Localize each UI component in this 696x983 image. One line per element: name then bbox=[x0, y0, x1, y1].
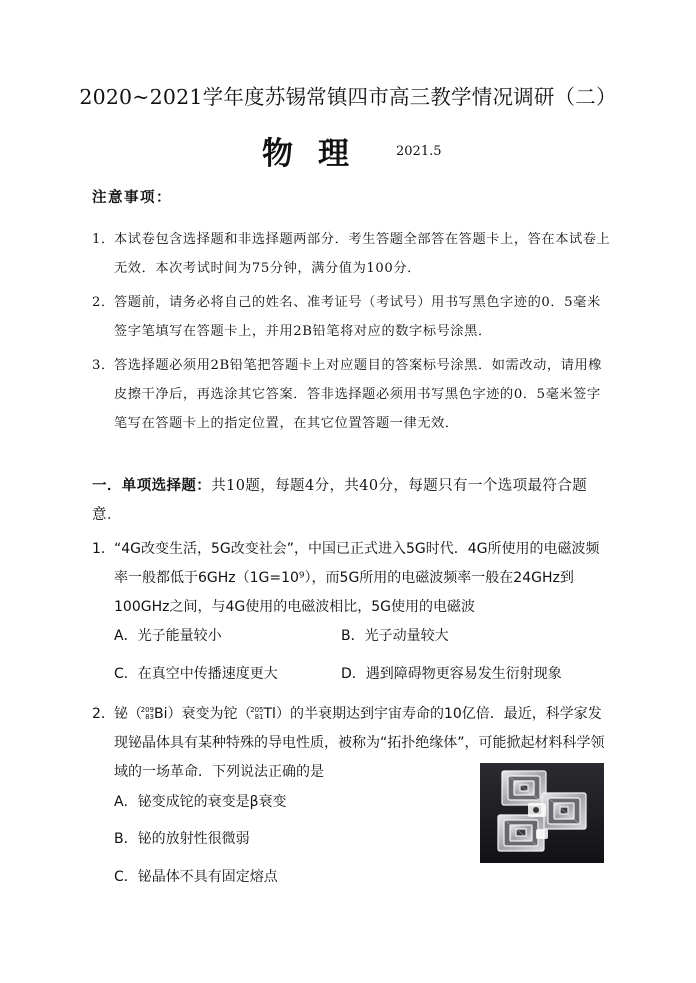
subject-name: 物理 bbox=[262, 136, 374, 172]
stem-part: 铋（ bbox=[114, 706, 142, 722]
notice-text: 答题前，请务必将自己的姓名、准考证号（考试号）用书写黑色字迹的0．5毫米签字笔填写在答题卡上，并用2B铅笔将对应的数字标号涂黑． bbox=[114, 295, 601, 339]
notice-number: 1． bbox=[92, 232, 115, 247]
mass-number: 209 bbox=[140, 706, 154, 714]
question-number: 2． bbox=[92, 706, 115, 722]
atomic-number: 81 bbox=[254, 713, 264, 721]
notice-item-3 bbox=[92, 351, 612, 438]
q2-option-b: B．铋的放射性很微弱 bbox=[114, 831, 250, 847]
notice-heading: 注意事项： bbox=[92, 189, 172, 206]
q1-option-c: C．在真空中传播速度更大 bbox=[114, 666, 278, 682]
q2-option-c: C．铋晶体不具有固定熔点 bbox=[114, 869, 278, 885]
bismuth-isotope-notation bbox=[142, 707, 154, 721]
notice-item-2 bbox=[92, 288, 612, 346]
atomic-number: 83 bbox=[145, 713, 154, 721]
notice-text: 本试卷包含选择题和非选择题两部分．考生答题全部答在答题卡上，答在本试卷上无效．本次考试时间为75分钟，满分值为100分． bbox=[114, 232, 611, 276]
thallium-isotope-notation bbox=[252, 707, 264, 721]
element-symbol: Bi bbox=[154, 706, 168, 722]
subject-row bbox=[0, 128, 696, 172]
section-title: 一．单项选择题： bbox=[92, 477, 212, 494]
question-1 bbox=[92, 535, 612, 622]
q2-option-a: A．铋变成铊的衰变是β衰变 bbox=[114, 794, 287, 810]
mass-number: 205 bbox=[250, 706, 264, 714]
notice-number: 3． bbox=[92, 358, 115, 373]
q1-option-d: D．遇到障碍物更容易发生衍射现象 bbox=[341, 666, 562, 682]
notice-item-1 bbox=[92, 225, 612, 283]
exam-date: 2021.5 bbox=[396, 144, 442, 159]
section-instructions: 共10题，每题4分，共40分，每题只有一个选项最符合题意． bbox=[92, 478, 588, 523]
stem-part: ）衰变为铊（ bbox=[167, 706, 252, 722]
bismuth-crystal-photo bbox=[480, 763, 604, 863]
notice-number: 2． bbox=[92, 295, 115, 310]
element-symbol: Tl bbox=[263, 706, 276, 722]
exam-title: 2020~2021学年度苏锡常镇四市高三教学情况调研（二） bbox=[79, 85, 617, 109]
q1-option-a: A．光子能量较小 bbox=[114, 628, 222, 644]
notice-text: 答选择题必须用2B铅笔把答题卡上对应题目的答案标号涂黑．如需改动，请用橡皮擦干净后，再选涂其它答案．答非选择题必须用书写黑色字迹的0．5毫米签字笔写在答题卡上的指定位置，在其它位置答题一律无效． bbox=[114, 358, 603, 431]
bismuth-crystal-illustration bbox=[480, 763, 604, 863]
question-number: 1． bbox=[92, 541, 115, 557]
q1-option-b: B．光子动量较大 bbox=[341, 628, 449, 644]
stem-part: ）的半衰期达到宇宙寿命的10亿倍．最近，科学家发现铋晶体具有某种特殊的导电性质，被称为“拓扑绝缘体”，可能掀起材料科学领域的一场革命．下列说法正确的是 bbox=[114, 706, 605, 780]
section-1-heading bbox=[92, 471, 610, 530]
question-stem: “4G改变生活，5G改变社会”，中国已正式进入5G时代．4G所使用的电磁波频率一般都低于6GHz（1G=10⁹），而5G所用的电磁波频率一般在24GHz到100GHz之间，与4G使用的电磁波相比，5G使用的电磁波 bbox=[114, 541, 600, 615]
